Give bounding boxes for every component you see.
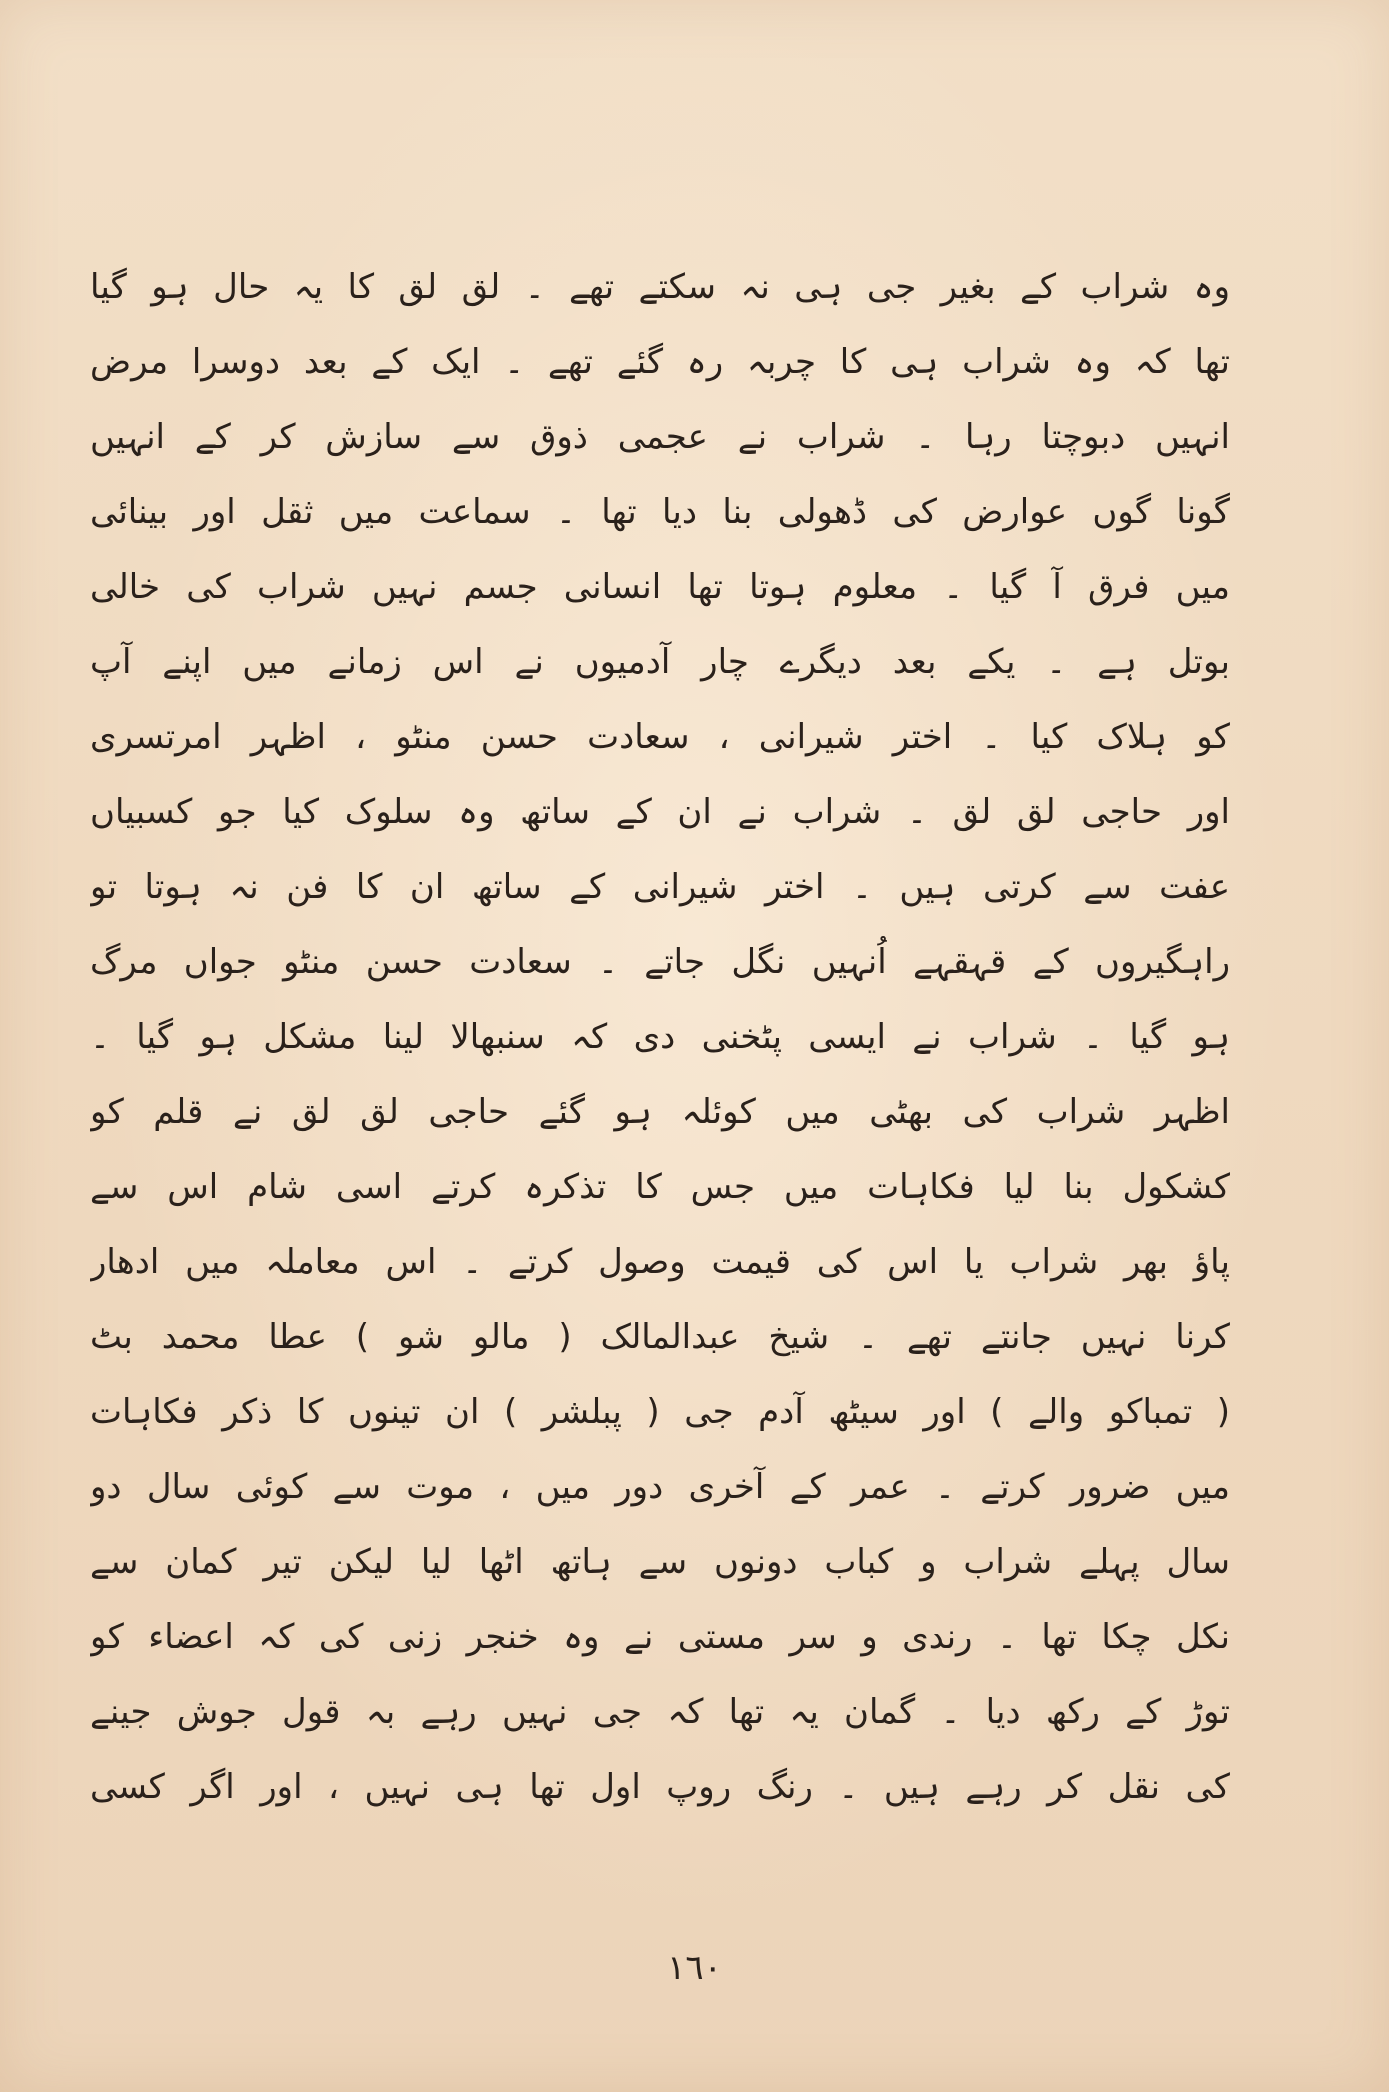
text-line: تھا کہ وہ شراب ہی کا چربہ رہ گئے تھے ۔ ایک کے بعد دوسرا مرض bbox=[90, 342, 1230, 382]
text-line: کشکول بنا لیا فکاہات میں جس کا تذکرہ کرتے اسی شام اس سے bbox=[90, 1167, 1230, 1207]
page-number: ١٦٠ bbox=[667, 1948, 722, 1988]
text-line: کرنا نہیں جانتے تھے ۔ شیخ عبدالمالک ( مالو شو ) عطا محمد بٹ bbox=[90, 1317, 1230, 1357]
text-line: عفت سے کرتی ہیں ۔ اختر شیرانی کے ساتھ ان کا فن نہ ہوتا تو bbox=[90, 867, 1230, 907]
text-line: ( تمباکو والے ) اور سیٹھ آدم جی ( پبلشر ) ان تینوں کا ذکر فکاہات bbox=[90, 1392, 1230, 1432]
text-line: بوتل ہے ۔ یکے بعد دیگرے چار آدمیوں نے اس زمانے میں اپنے آپ bbox=[90, 642, 1230, 682]
text-line: پاؤ بھر شراب یا اس کی قیمت وصول کرتے ۔ اس معاملہ میں ادھار bbox=[90, 1242, 1230, 1282]
text-line: کو ہلاک کیا ۔ اختر شیرانی ، سعادت حسن منٹو ، اظہر امرتسری bbox=[90, 717, 1230, 757]
text-line: کی نقل کر رہے ہیں ۔ رنگ روپ اول تھا ہی نہیں ، اور اگر کسی bbox=[90, 1767, 1230, 1807]
body-text bbox=[90, 250, 1230, 1825]
text-line: نکل چکا تھا ۔ رندی و سر مستی نے وہ خنجر زنی کی کہ اعضاء کو bbox=[90, 1617, 1230, 1657]
text-line: راہگیروں کے قہقہے اُنہیں نگل جاتے ۔ سعادت حسن منٹو جواں مرگ bbox=[90, 942, 1230, 982]
text-line: گونا گوں عوارض کی ڈھولی بنا دیا تھا ۔ سماعت میں ثقل اور بینائی bbox=[90, 492, 1230, 532]
text-line: وہ شراب کے بغیر جی ہی نہ سکتے تھے ۔ لق لق کا یہ حال ہو گیا bbox=[90, 267, 1230, 307]
text-line: میں ضرور کرتے ۔ عمر کے آخری دور میں ، موت سے کوئی سال دو bbox=[90, 1467, 1230, 1507]
text-line: ہو گیا ۔ شراب نے ایسی پٹخنی دی کہ سنبھالا لینا مشکل ہو گیا ۔ bbox=[90, 1017, 1230, 1057]
text-line: انہیں دبوچتا رہا ۔ شراب نے عجمی ذوق سے سازش کر کے انہیں bbox=[90, 417, 1230, 457]
text-line: اظہر شراب کی بھٹی میں کوئلہ ہو گئے حاجی لق لق نے قلم کو bbox=[90, 1092, 1230, 1132]
text-line: توڑ کے رکھ دیا ۔ گمان یہ تھا کہ جی نہیں رہے بہ قول جوش جینے bbox=[90, 1692, 1230, 1732]
text-line: سال پہلے شراب و کباب دونوں سے ہاتھ اٹھا لیا لیکن تیر کمان سے bbox=[90, 1542, 1230, 1582]
text-line: میں فرق آ گیا ۔ معلوم ہوتا تھا انسانی جسم نہیں شراب کی خالی bbox=[90, 567, 1230, 607]
text-line: اور حاجی لق لق ۔ شراب نے ان کے ساتھ وہ سلوک کیا جو کسبیاں bbox=[90, 792, 1230, 832]
